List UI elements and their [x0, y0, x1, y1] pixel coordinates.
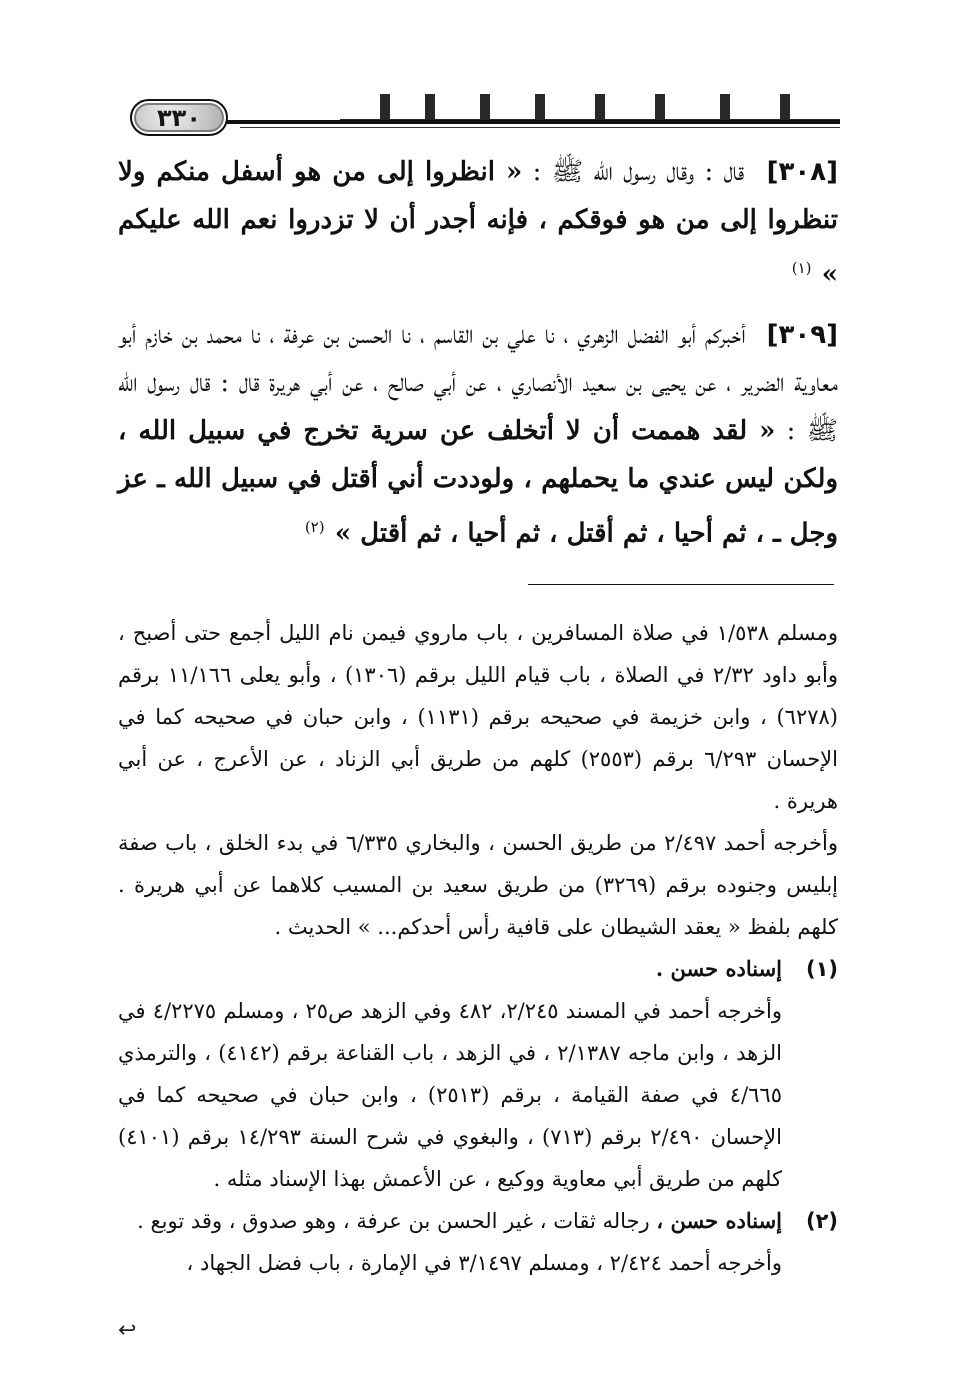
footnotes [118, 612, 838, 1284]
hadith-number: [٣٠٨] [766, 157, 838, 187]
footnote-title: إسناده حسن ، [656, 1208, 782, 1233]
footnote-text: رجاله ثقات ، غير الحسن بن عرفة ، وهو صدوق ، وقد توبع . [137, 1209, 650, 1233]
footnote-1 [118, 948, 838, 1200]
header-ornament [340, 94, 840, 121]
continuation-mark-icon: ↩ [118, 1318, 137, 1343]
footnote-number: (٢) [805, 1209, 838, 1233]
footnote-number: (١) [805, 957, 838, 981]
main-text [118, 148, 838, 557]
hadith-intro: قال : وقال رسول الله ﷺ : [532, 157, 745, 187]
footnote-body [118, 1200, 782, 1284]
paragraph-gap [118, 299, 838, 311]
header-rule-thin [240, 127, 840, 128]
hadith-quote: « انظروا إلى من هو أسفل منكم ولا تنظروا إلى من هو فوقكم ، فإنه أجدر أن لا تزدروا نعم الله عليكم » [118, 157, 838, 290]
footnote-rule [528, 584, 834, 585]
footnote-2 [118, 1200, 838, 1284]
footnote-title: إسناده حسن . [655, 956, 782, 981]
footnote-reference: (٢) [304, 517, 325, 536]
hadith-chain: أخبركم أبو الفضل الزهري ، نا علي بن القاسم ، نا الحسن بن عرفة ، نا محمد بن خازم أبو معاوية الضرير ، عن يحيى بن سعيد الأنصاري ، عن أبي صالح ، عن أبي هريرة قال : قال رسول الله ﷺ : [118, 319, 839, 446]
page-number-badge [130, 99, 228, 136]
header-rule [226, 120, 840, 124]
hadith-number: [٣٠٩] [766, 319, 838, 350]
footnote-body [118, 948, 782, 1200]
footnote-extra: وأخرجه أحمد ٢/٤٢٤ ، ومسلم ٣/١٤٩٧ في الإمارة ، باب فضل الجهاد ، [186, 1251, 782, 1275]
footnote-continuation: وأخرجه أحمد ٢/٤٩٧ من طريق الحسن ، والبخاري ٦/٣٣٥ في بدء الخلق ، باب صفة إبليس وجنوده برقم (٣٢٦٩) من طريق سعيد بن المسيب كلاهما عن أبي هريرة . كلهم بلفظ « يعقد الشيطان على قافية رأس أحدكم... » الحديث . [118, 831, 838, 939]
hadith-quote: « لقد هممت أن لا أتخلف عن سرية تخرج في سبيل الله ، ولكن ليس عندي ما يحملهم ، ولوددت أني أقتل في سبيل الله ـ عز وجل ـ ، ثم أحيا ، ثم أقتل ، ثم أحيا ، ثم أقتل » [118, 415, 838, 549]
footnote-text: وأخرجه أحمد في المسند ٢/٢٤٥، ٤٨٢ وفي الزهد ص٢٥ ، ومسلم ٤/٢٢٧٥ في الزهد ، وابن ماجه ٢/١٣٨٧ ، في الزهد ، باب القناعة برقم (٤١٤٢) ، والترمذي ٤/٦٦٥ في صفة القيامة ، برقم (٢٥١٣) ، وابن حبان في صحيحه كما في الإحسان ٢/٤٩٠ برقم (٧١٣) ، والبغوي في شرح السنة ١٤/٢٩٣ برقم (٤١٠١) كلهم من طريق أبي معاوية ووكيع ، عن الأعمش بهذا الإسناد مثله . [118, 999, 783, 1191]
hadith-309 [118, 311, 838, 558]
footnote-continuation: ومسلم ١/٥٣٨ في صلاة المسافرين ، باب ماروي فيمن نام الليل أجمع حتى أصبح ، وأبو داود ٢/٣٢ في الصلاة ، باب قيام الليل برقم (١٣٠٦) ، وأبو يعلى ١١/١٦٦ برقم (٦٢٧٨) ، وابن خزيمة في صحيحه برقم (١١٣١) ، وابن حبان في صحيحه كما في الإحسان ٦/٢٩٣ برقم (٢٥٥٣) كلهم من طريق أبي الزناد ، عن الأعرج ، عن أبي هريرة . [118, 621, 838, 813]
footnote-reference: (١) [791, 259, 812, 277]
hadith-308 [118, 148, 838, 299]
page-number: ٣٣٠ [157, 103, 201, 132]
running-head [130, 94, 840, 142]
